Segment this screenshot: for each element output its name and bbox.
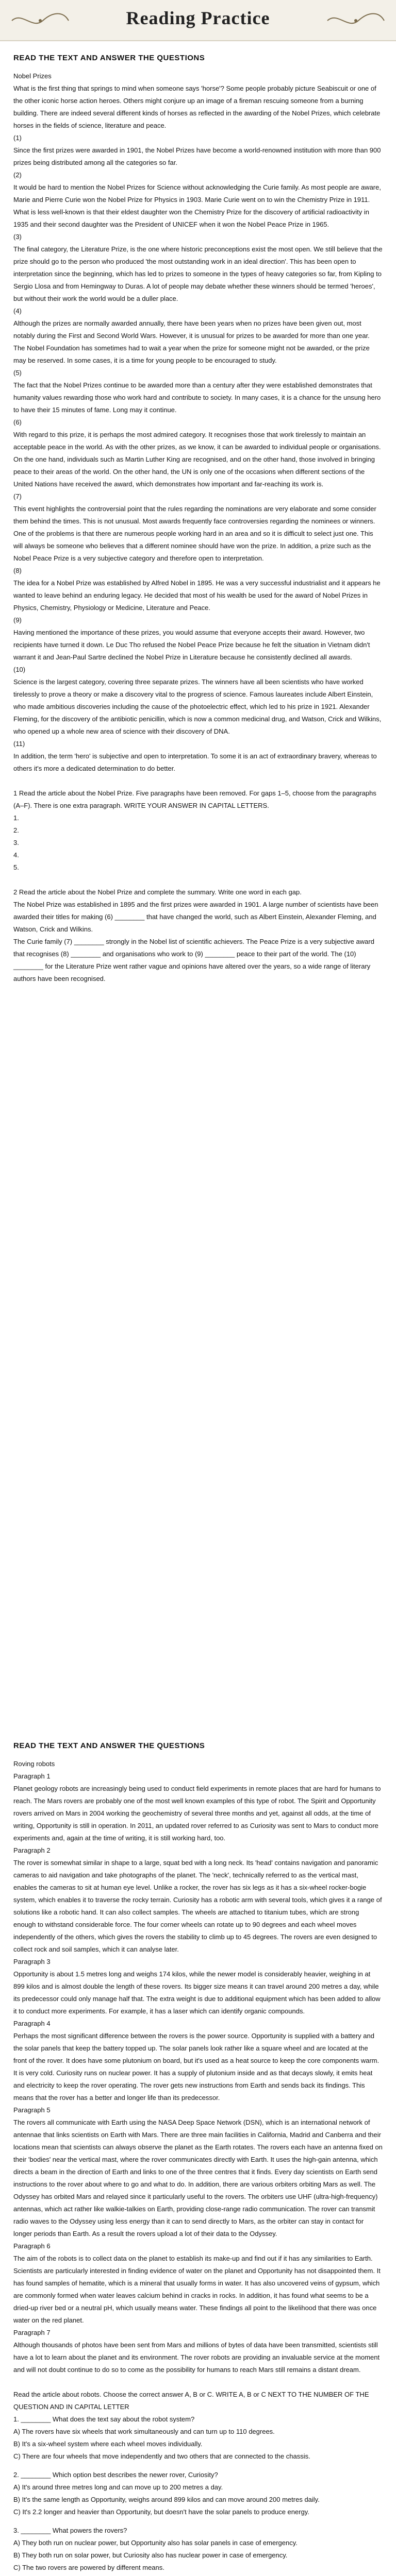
header-banner <box>0 0 396 41</box>
paragraph-marker: (8) <box>13 567 22 574</box>
passage-paragraph: Although the prizes are normally awarded annually, there have been years when no prizes have been given out, most notably during the First and Second World Wars. However, it is unusual for prizes to be awarded for more than one year. The Nobel Foundation has sometimes had to wait a year when the prize for someone might not be awarded, or the prize may be reserved. In some cases, it is a time for young people to be encouraged to study. <box>13 319 370 364</box>
paragraph-label: Paragraph 3 <box>13 1958 51 1965</box>
passage-paragraph: Since the first prizes were awarded in 1901, the Nobel Prizes have become a world-renowned institution with more than 900 prizes being distributed among all the categories so far. <box>13 146 381 166</box>
section-heading: READ THE TEXT AND ANSWER THE QUESTIONS <box>13 1741 205 1750</box>
paragraph-marker: (4) <box>13 307 22 315</box>
answer-option[interactable]: C) It's 2.2 longer and heavier than Opportunity, but doesn't have the solar panels to produce energy. <box>13 2508 309 2516</box>
question-stem[interactable]: 1. ________ What does the text say about the robot system? <box>13 2415 195 2423</box>
passage-title: Nobel Prizes <box>13 72 52 80</box>
passage-paragraph: Perhaps the most significant difference between the rovers is the power source. Opportunity is supplied with a battery and the solar panels that keep the battery topped up. The solar panels look rather like a square wheel and are located at the front of the rover. It does have some plutonium on board, but it's used as a heat source to keep the core components warm. It is very cold. Curiosity runs on nuclear power. It has a supply of plutonium inside and as that decays slowly, it emits heat and electricity to keep the rover operating. The rover gets new instructions from Earth and sends back its findings. This means that the rover has a better and longer life than its predecessor. <box>13 2032 380 2102</box>
answer-option[interactable]: A) It's around three metres long and can move up to 200 metres a day. <box>13 2483 223 2491</box>
passage-paragraph: The aim of the robots is to collect data on the planet to establish its make-up and find out if it has any similarities to Earth. Scientists are particularly interested in finding evidence of water on the planet and Opportunity has not disappointed them. It has found samples of hematite, which is a mineral that usually forms in water. It has also uncovered veins of gypsum, which are commonly formed when water leaves calcium behind in cracks in rocks. In addition, it has found what seems to be a dried-up river bed or a neutral pH, which usually means water. These findings all point to the likelihood that there was once water on the red planet. <box>13 2255 381 2324</box>
summary-text: The Curie family (7) ________ strongly in the Nobel list of scientific achievers. The Peace Prize is a very subjective award that recognises (8) ________ and organisations who work to (9) ________ peace to their part of the world. The (10) ________ for the Literature Prize went rather vague and opinions have altered over the years, so a wide range of literary authors have been recognised. <box>13 938 374 982</box>
page-title: Reading Practice <box>126 8 270 28</box>
answer-option[interactable]: C) There are four wheels that move independently and two others that are connected to the chassis. <box>13 2452 310 2460</box>
paragraph-marker: (5) <box>13 369 22 377</box>
passage-paragraph: Having mentioned the importance of these prizes, you would assume that everyone accepts their award. However, two recipients have turned it down. Le Duc Tho refused the Nobel Peace Prize because he felt the situation in Vietnam didn't warrant it and Jean-Paul Sartre declined the Nobel Prize in Literature because he consistently declined all awards. <box>13 629 370 661</box>
passage-title: Roving robots <box>13 1760 55 1768</box>
answer-option[interactable]: B) They both run on solar power, but Curiosity also has nuclear power in case of emergency. <box>13 2551 288 2559</box>
question-stem[interactable]: 3. ________ What powers the rovers? <box>13 2527 127 2534</box>
answer-option[interactable]: B) It's the same length as Opportunity, weighs around 899 kilos and can move around 200 metres daily. <box>13 2496 320 2503</box>
passage-paragraph: This event highlights the controversial point that the rules regarding the nominations are very elaborate and some consider them behind the times. This is not unusual. Most awards frequently face controversies regarding the nominees or winners. One of the problems is that there are numerous people working hard in an area and so it is difficult to select just one. This will always be someone who believes that a different nominee should have won the prize. In addition, a prize such as the Nobel Peace Prize is a very subjective category and therefore open to interpretation. <box>13 505 376 562</box>
passage-2 <box>13 1758 383 2576</box>
answer-line[interactable]: 5. <box>13 863 19 871</box>
task-instructions: 1 Read the article about the Nobel Prize. Five paragraphs have been removed. For gaps 1–5, choose from the paragraphs (A–F). There is one extra paragraph. WRITE YOUR ANSWER IN CAPITAL LETTERS. <box>13 789 376 809</box>
paragraph-marker: (3) <box>13 233 22 241</box>
paragraph-marker: (10) <box>13 666 26 673</box>
paragraph-marker: (11) <box>13 740 25 748</box>
passage-paragraph: The rover is somewhat similar in shape to a large, squat bed with a long neck. Its 'head' contains navigation and panoramic cameras to aid navigation and take photographs of the planet. The 'neck', technically referred to as the vertical mast, enables the cameras to sit at human eye level. Unlike a rocker, the rover has six legs as it has a six-wheel rocker-bogie system, which enables it to traverse the rocky terrain. Curiosity has a robotic arm with several tools, which gives it a range of solutions like a robotic hand. It can also collect samples. The wheels are attached to titanium tubes, which are strong enough to withstand considerable force. The four corner wheels can rotate up to 90 degrees and each wheel moves independently of the others, which gives the rovers the stability to climb up to 45 degrees. The rovers are even designed to collect rock and soil samples, which it can analyse later. <box>13 1859 382 1953</box>
passage-paragraph: The fact that the Nobel Prizes continue to be awarded more than a century after they were established demonstrates that humanity values rewarding those who work hard and contribute to society. In many cases, it is a chance for the unsung hero to have their 15 minutes of fame. Long may it continue. <box>13 381 381 414</box>
paragraph-marker: (6) <box>13 418 22 426</box>
summary-text: The Nobel Prize was established in 1895 and the first prizes were awarded in 1901. A large number of scientists have been awarded their titles for making (6) ________ that have changed the world, such as Albert Einstein, Alexander Fleming, and Watson, Crick and Wilkins. <box>13 901 378 933</box>
paragraph-label: Paragraph 6 <box>13 2242 51 2250</box>
paragraph-marker: (7) <box>13 493 22 500</box>
paragraph-marker: (9) <box>13 616 22 624</box>
paragraph-label: Paragraph 1 <box>13 1772 51 1780</box>
task-instructions: Read the article about robots. Choose the correct answer A, B or C. WRITE A, B or C NEXT TO THE NUMBER OF THE QUESTION AND IN CAPITAL LETTER <box>13 2391 369 2411</box>
passage-paragraph: Opportunity is about 1.5 metres long and weighs 174 kilos, while the newer model is considerably heavier, weighing in at 899 kilos and is almost double the length of these rovers. Its bigger size means it can travel around 200 metres a day, while its predecessor could only manage half that. The extra weight is due to additional equipment which has been added to allow it to conduct more experiments. For example, it has a laser which can identify organic compounds. <box>13 1970 381 2015</box>
passage-1 <box>13 70 383 985</box>
paragraph-label: Paragraph 5 <box>13 2106 51 2114</box>
passage-paragraph: What is the first thing that springs to mind when someone says 'horse'? Some people probably picture Seabiscuit or one of the other iconic horse action heroes. Others might conjure up an image of a fireman rescuing someone from a burning building. There are indeed several different kinds of horses as reflected in the awarding of the Nobel Prizes, which celebrate horses in the fields of science, literature and peace. <box>13 84 381 129</box>
question-stem[interactable]: 2. ________ Which option best describes the newer rover, Curiosity? <box>13 2471 218 2479</box>
answer-line[interactable]: 3. <box>13 839 19 846</box>
decorative-flourish-icon <box>325 10 387 31</box>
passage-paragraph: With regard to this prize, it is perhaps the most admired category. It recognises those that work tirelessly to maintain an acceptable peace in the world. As with the other prizes, as we know, it can be awarded to individual people or organisations. On the one hand, individuals such as Martin Luther King are recognised, and on the other hand, those involved in bringing peace to their areas of the world. On the other hand, the UN is only one of the occasions when different sections of the United Nations have received the award, which demonstrates how important and far-reaching its work is. <box>13 431 381 488</box>
passage-paragraph: The final category, the Literature Prize, is the one where historic preconceptions exist the most open. We still believe that the prize should go to the person who produced 'the most outstanding work in an ideal direction'. This has been open to interpretation since the beginning, which has led to prizes to someone in the types of heavy categories so far, from Kipling to Sergio Llosa and from Hemingway to Duras. A lot of people may debate whether these winners should be termed 'heroes', but without their work the world would be a duller place. <box>13 245 383 302</box>
paragraph-marker: (2) <box>13 171 22 179</box>
passage-paragraph: The rovers all communicate with Earth using the NASA Deep Space Network (DSN), which is an international network of antennae that links scientists on Earth with Mars. There are three main facilities in California, Madrid and Canberra and their locations mean that scientists can always observe the planet as the Earth rotates. The rovers each have an antenna fixed on their 'bodies' near the vertical mast, where the rover communicates directly with Earth. It uses the high-gain antenna, which directs a beam in the direction of Earth and links to one of the three centres that it finds. Every day scientists on Earth send instructions to the rover about where to go and what to do. In addition, there are various orbiters orbiting Mars as well. The Odyssey has orbited Mars and relayed since it particularly useful to the rovers. The orbiters use UHF (ultra-high-frequency) antennas, which act rather like walkie-talkies on Earth, providing close-range radio communication. The rover can transmit radio waves to the Odyssey using less energy than it can to send directly to Mars, as the orbiter can stay in contact for longer periods than Earth. As a result the rovers upload a lot of their data to the Odyssey. <box>13 2119 383 2238</box>
answer-option[interactable]: A) The rovers have six wheels that work simultaneously and can turn up to 110 degrees. <box>13 2428 275 2435</box>
paragraph-label: Paragraph 4 <box>13 2020 51 2027</box>
passage-paragraph: Although thousands of photos have been sent from Mars and millions of bytes of data have been transmitted, scientists still have a lot to learn about the planet and its environment. The rover robots are providing an invaluable service at the moment and will not doubt continue to do so to come as the possibility for humans to reach Mars still remains a distant dream. <box>13 2341 380 2374</box>
paragraph-marker: (1) <box>13 134 22 142</box>
answer-option[interactable]: B) It's a six-wheel system where each wheel moves individually. <box>13 2440 203 2448</box>
question-block <box>13 2469 383 2518</box>
answer-option[interactable]: A) They both run on nuclear power, but Opportunity also has solar panels in case of emergency. <box>13 2539 298 2547</box>
passage-paragraph: Planet geology robots are increasingly being used to conduct field experiments in remote places that are hard for humans to reach. The Mars rovers are probably one of the most well known examples of this type of robot. The Spirit and Opportunity rovers arrived on Mars in 2004 working the geochemistry of several three months and yet, against all odds, at the time of writing, Opportunity is still in operation. In 2011, an updated rover referred to as Curiosity was sent to Mars to conduct more experiments and, again at the time of writing, it is still working hard, too. <box>13 1785 381 1842</box>
section-heading: READ THE TEXT AND ANSWER THE QUESTIONS <box>13 54 205 62</box>
answer-line[interactable]: 2. <box>13 826 19 834</box>
paragraph-label: Paragraph 7 <box>13 2329 51 2336</box>
answer-option[interactable]: C) The two rovers are powered by different means. <box>13 2564 164 2571</box>
task-instructions: 2 Read the article about the Nobel Prize and complete the summary. Write one word in each gap. <box>13 888 302 896</box>
passage-paragraph: It would be hard to mention the Nobel Prizes for Science without acknowledging the Curie family. As most people are aware, Marie and Pierre Curie won the Nobel Prize for Physics in 1903. Marie Curie went on to win the Chemistry Prize in 1911. What is less well-known is that their eldest daughter won the Chemistry Prize for the discovery of artificial radioactivity in 1935 and their second daughter was the President of UNICEF when it won the Nobel Peace Prize in 1965. <box>13 183 381 228</box>
paragraph-label: Paragraph 2 <box>13 1846 51 1854</box>
question-block <box>13 2413 383 2463</box>
answer-line[interactable]: 1. <box>13 814 19 822</box>
passage-paragraph: Science is the largest category, covering three separate prizes. The winners have all been scientists who have worked tirelessly to prove a theory or make a discovery vital to the progress of science. Famous laureates include Albert Einstein, who made ambitious discoveries including the cause of the photoelectric effect, which led to his prize in 1921. Alexander Fleming, for the discovery of the antibiotic penicillin, which is now a common medicinal drug, and Watson, Crick and Wilkins, who opened up a whole new area of science with their discovery of DNA. <box>13 678 382 735</box>
passage-paragraph: In addition, the term 'hero' is subjective and open to interpretation. To some it is an act of extraordinary bravery, whereas to others it's more a dedicated determination to do better. <box>13 752 377 772</box>
passage-paragraph: The idea for a Nobel Prize was established by Alfred Nobel in 1895. He was a very successful industrialist and it appears he wanted to leave behind an enduring legacy. He decided that most of his wealth be used for the award of Nobel Prizes in Physics, Chemistry, Physiology or Medicine, Literature and Peace. <box>13 579 381 612</box>
question-block <box>13 2524 383 2574</box>
answer-line[interactable]: 4. <box>13 851 19 859</box>
